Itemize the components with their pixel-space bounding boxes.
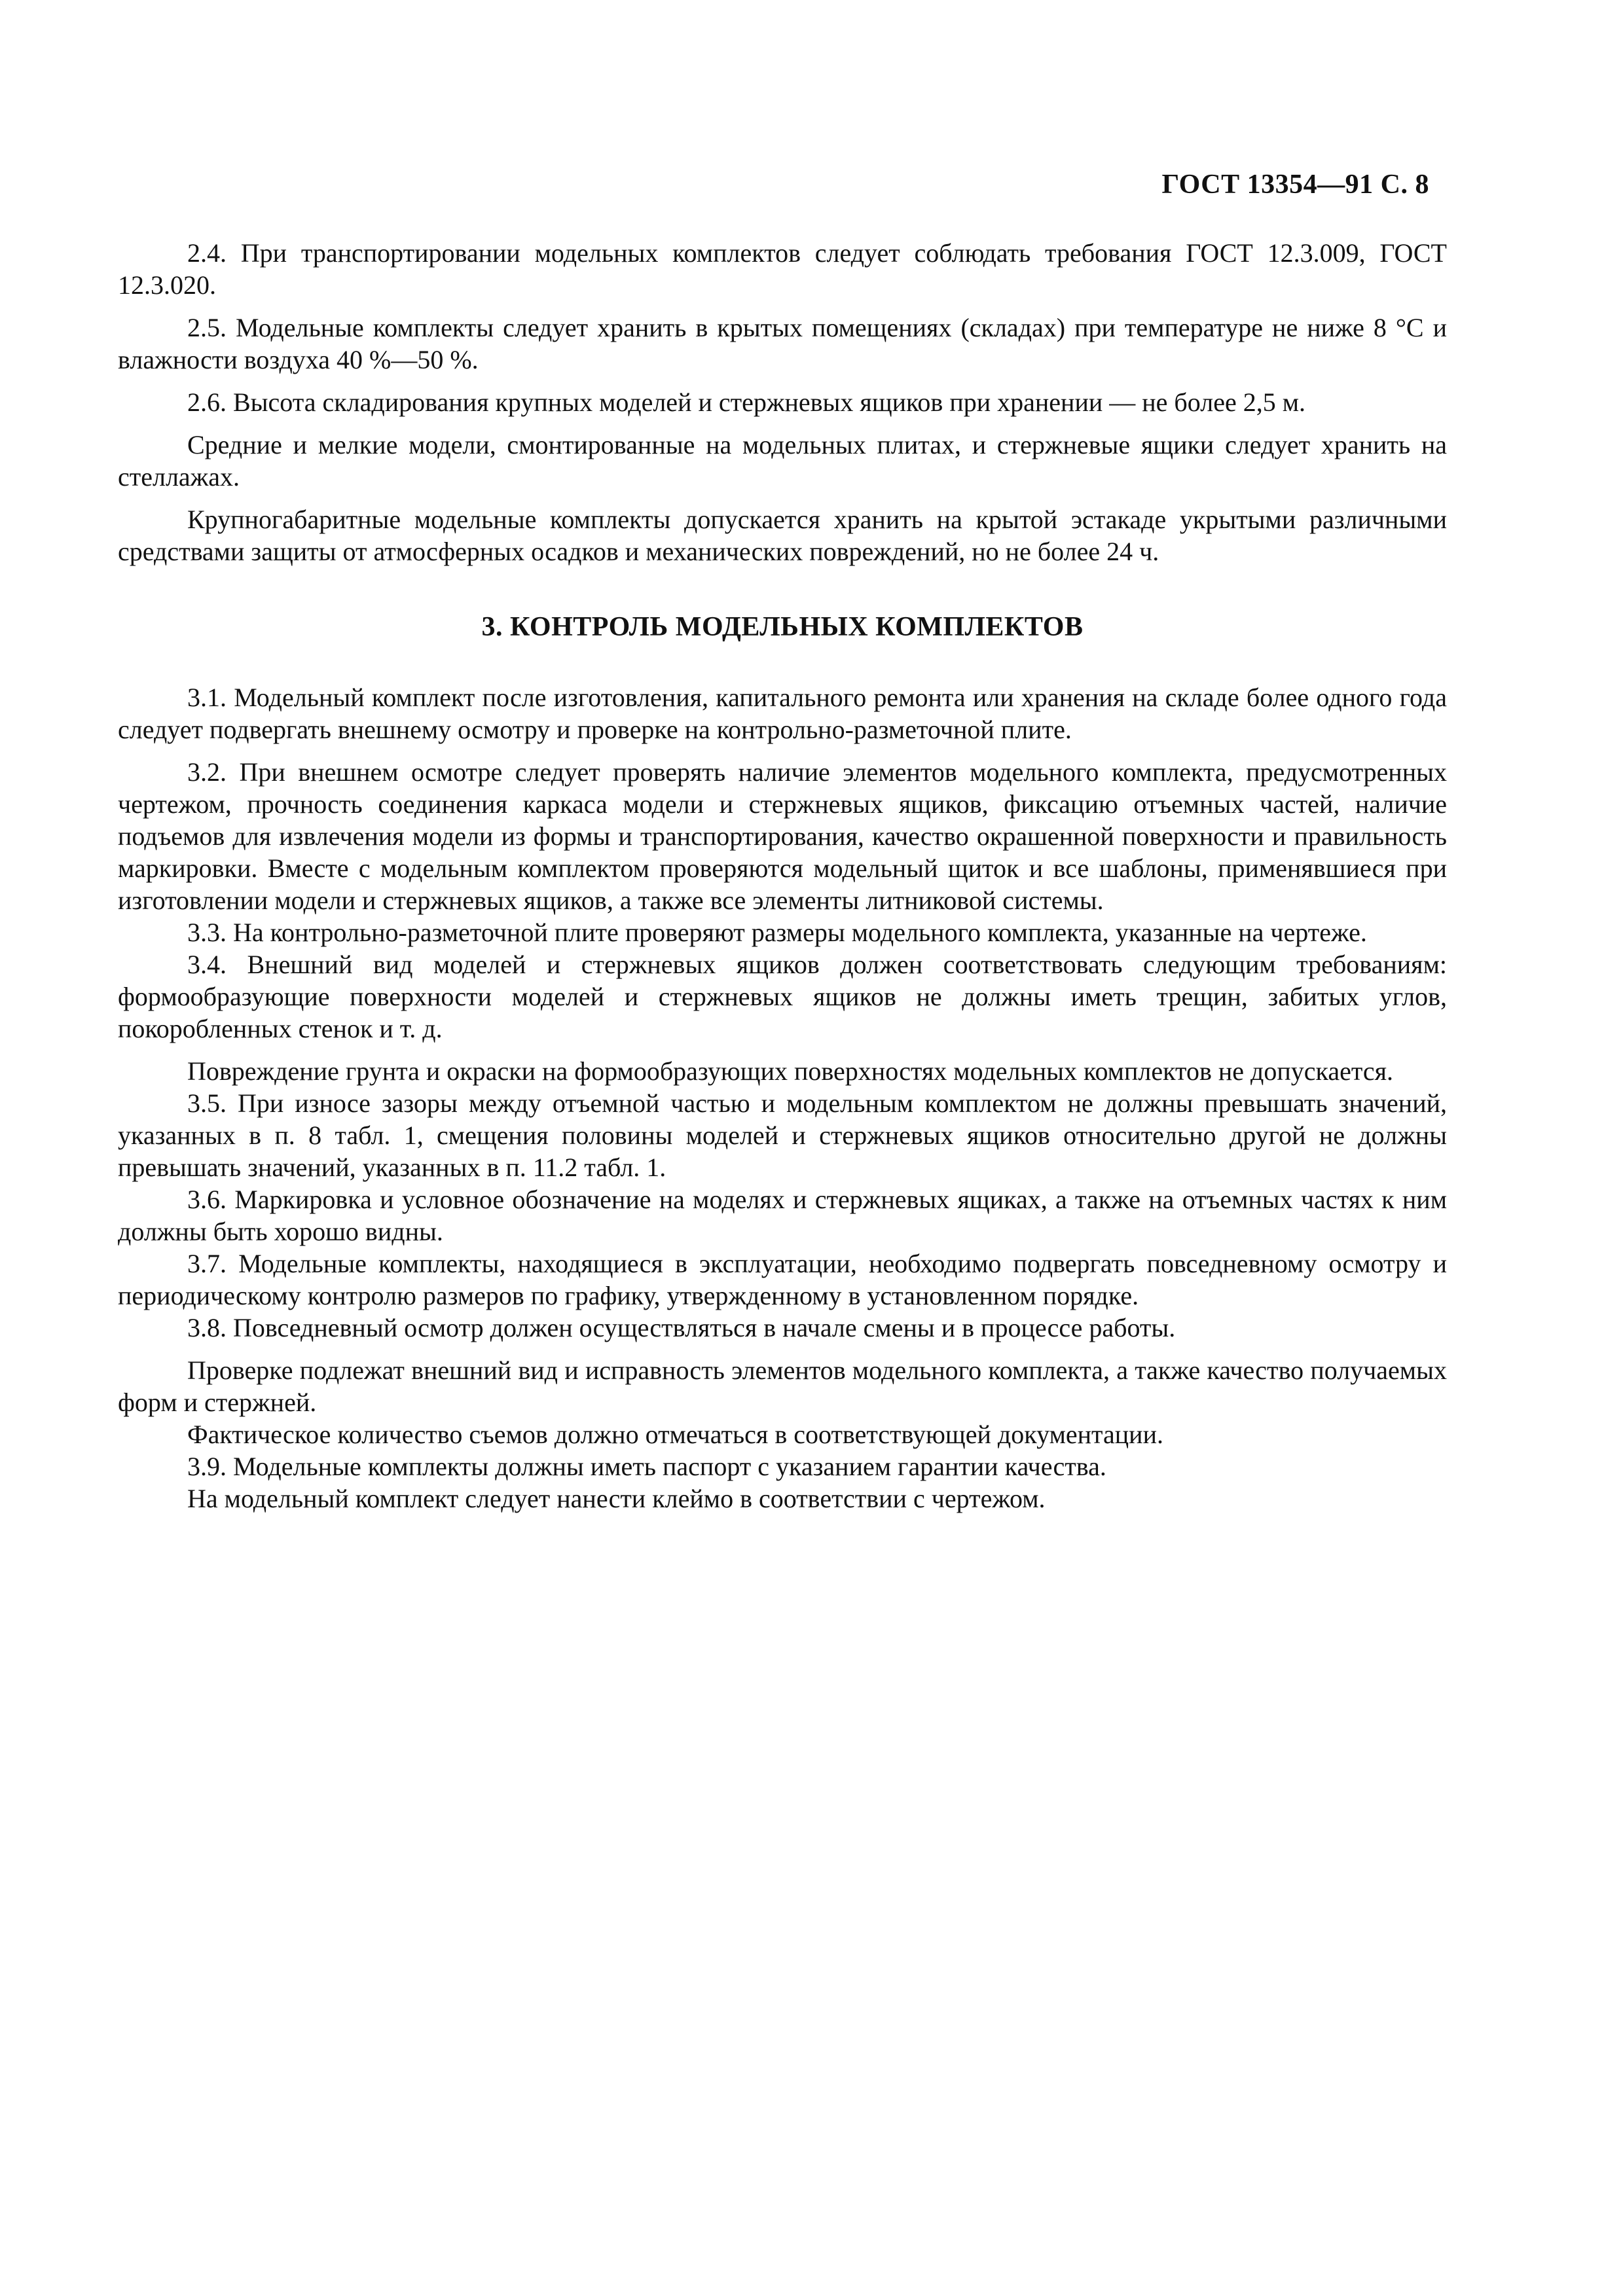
paragraph-3-1: 3.1. Модельный комплект после изготовления, капитального ремонта или хранения на складе более одного года следует подвергать внешнему осмотру и проверке на контрольно-разметочной плите.: [118, 683, 1447, 744]
paragraph-3-8: 3.8. Повседневный осмотр должен осуществляться в начале смены и в процессе работы.: [187, 1313, 1176, 1342]
paragraph-3-2: 3.2. При внешнем осмотре следует проверять наличие элементов модельного комплекта, предусмотренных чертежом, прочность соединения каркаса модели и стержневых ящиков, фиксацию отъемных частей, наличие подъемов для извлечения модели из формы и транспортирования, качество окрашенной поверхности и правильность маркировки. Вместе с модельным комплектом проверяются модельный щиток и все шаблоны, применявшиеся при изготовлении модели и стержневых ящиков, а также все элементы литниковой системы.: [118, 757, 1447, 915]
paragraph-damage: Повреждение грунта и окраски на формообразующих поверхностях модельных комплектов не допускается.: [187, 1056, 1393, 1086]
paragraph-inspection: Проверке подлежат внешний вид и исправность элементов модельного комплекта, а также качество получаемых форм и стержней.: [118, 1355, 1447, 1417]
page-header-doc-ref: ГОСТ 13354—91 С. 8: [1161, 170, 1429, 200]
paragraph-storage-racks: Средние и мелкие модели, смонтированные на модельных плитах, и стержневые ящики следует хранить на стеллажах.: [118, 430, 1447, 492]
section-3-title: 3. КОНТРОЛЬ МОДЕЛЬНЫХ КОМПЛЕКТОВ: [481, 612, 1084, 642]
paragraph-large-sets: Крупногабаритные модельные комплекты допускается хранить на крытой эстакаде укрытыми различными средствами защиты от атмосферных осадков и механических повреждений, но не более 24 ч.: [118, 505, 1447, 566]
paragraph-3-7: 3.7. Модельные комплекты, находящиеся в эксплуатации, необходимо подвергать повседневному осмотру и периодическому контролю размеров по графику, утвержденному в установленном порядке.: [118, 1249, 1447, 1310]
paragraph-3-9: 3.9. Модельные комплекты должны иметь паспорт с указанием гарантии качества.: [187, 1452, 1106, 1481]
paragraph-stamp: На модельный комплект следует нанести клеймо в соответствии с чертежом.: [187, 1484, 1046, 1513]
paragraph-3-3: 3.3. На контрольно-разметочной плите проверяют размеры модельного комплекта, указанные на чертеже.: [187, 918, 1367, 947]
document-body: [118, 237, 1447, 1515]
paragraph-removal-count: Фактическое количество съемов должно отмечаться в соответствующей документации.: [187, 1420, 1163, 1449]
paragraph-3-6: 3.6. Маркировка и условное обозначение на моделях и стержневых ящиках, а также на отъемных частях к ним должны быть хорошо видны.: [118, 1185, 1447, 1246]
paragraph-2-5: 2.5. Модельные комплекты следует хранить в крытых помещениях (складах) при температуре не ниже 8 °С и влажности воздуха 40 %—50 %.: [118, 313, 1447, 374]
paragraph-3-5: 3.5. При износе зазоры между отъемной частью и модельным комплектом не должны превышать значений, указанных в п. 8 табл. 1, смещения половины моделей и стержневых ящиков относительно другой не должны превышать значений, указанных в п. 11.2 табл. 1.: [118, 1088, 1447, 1182]
paragraph-2-6: 2.6. Высота складирования крупных моделей и стержневых ящиков при хранении — не более 2,5 м.: [187, 387, 1306, 417]
paragraph-2-4: 2.4. При транспортировании модельных комплектов следует соблюдать требования ГОСТ 12.3.009, ГОСТ 12.3.020.: [118, 238, 1447, 300]
paragraph-3-4: 3.4. Внешний вид моделей и стержневых ящиков должен соответствовать следующим требованиям: формообразующие поверхности моделей и стержневых ящиков не должны иметь трещин, забитых углов, покоробленных стенок и т. д.: [118, 950, 1447, 1043]
